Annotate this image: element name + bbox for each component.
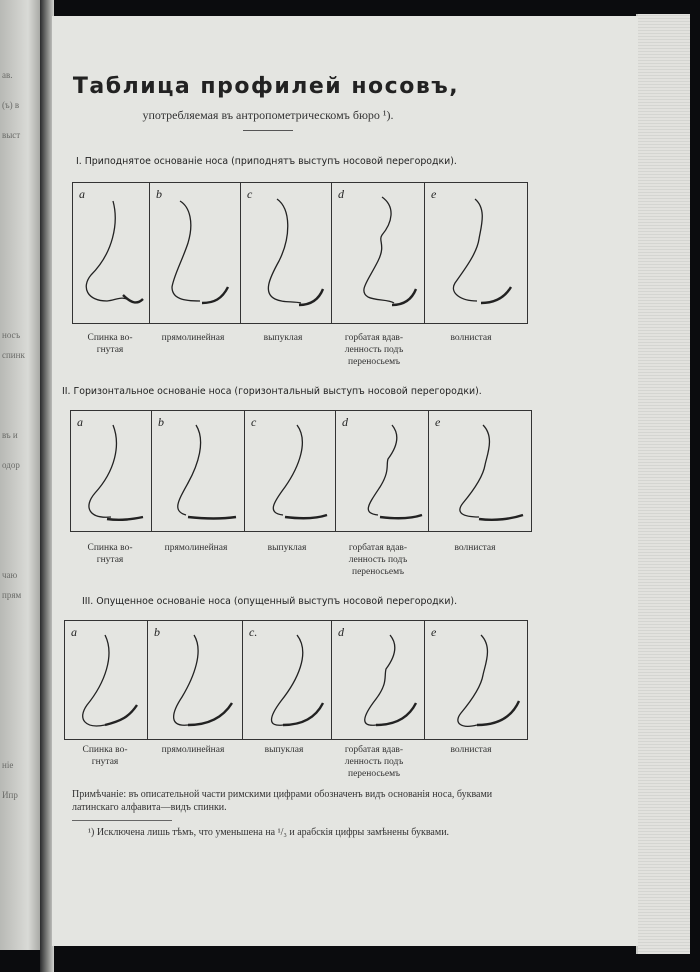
profile-cell <box>331 620 425 740</box>
nose-profile-drawing <box>425 183 527 323</box>
profile-caption: прямолинейная <box>164 543 228 553</box>
profile-cell <box>242 620 332 740</box>
profile-caption: горбатая вдав- ленность подъ переносьемъ <box>348 543 408 577</box>
section-heading-2: II. Горизонтальное основаніе носа (горизонтальный выступъ носовой перегородки). <box>62 386 482 397</box>
section-1-captions <box>72 332 522 368</box>
nose-profile-drawing <box>425 621 527 739</box>
profile-cell <box>331 182 425 324</box>
section-heading-3: III. Опущенное основаніе носа (опущенный выступъ носовой перегородки). <box>82 596 458 607</box>
section-3-captions <box>64 744 522 780</box>
section-2-captions <box>70 542 526 578</box>
profile-caption: выпуклая <box>264 745 304 755</box>
nose-profile-drawing <box>429 411 531 531</box>
profile-caption: горбатая вдав- ленность подъ переносьемъ <box>344 745 404 779</box>
profile-caption: горбатая вдав- ленность подъ переносьемъ <box>344 333 404 367</box>
profile-letter: a <box>77 415 83 429</box>
profile-letter: e <box>435 415 441 429</box>
profile-cell <box>70 410 152 532</box>
profile-caption: прямолинейная <box>161 745 225 755</box>
profile-letter: d <box>342 415 348 429</box>
profile-cell <box>424 620 528 740</box>
profile-caption: Спинка во- гнутая <box>82 745 128 767</box>
nose-profile-drawing <box>332 621 424 739</box>
profile-cell <box>72 182 150 324</box>
profile-caption: волнистая <box>450 745 492 755</box>
profile-letter: a <box>79 187 85 201</box>
nose-profile-drawing <box>150 183 240 323</box>
profile-cell <box>151 410 245 532</box>
footnote-rule <box>72 820 172 821</box>
nose-profile-drawing <box>243 621 331 739</box>
note-text: Примѣчаніе: въ описательной части римскими цифрами обозначенъ видъ основанія носа, буквами латинскаго алфавита—видъ спинки. <box>72 789 493 813</box>
nose-profile-drawing <box>73 183 149 323</box>
section-1-row <box>72 182 527 322</box>
profile-cell <box>428 410 532 532</box>
profile-letter: a <box>71 625 77 639</box>
section-3-row <box>64 620 527 738</box>
profile-letter: d <box>338 625 344 639</box>
profile-letter: d <box>338 187 344 201</box>
section-2-row <box>70 410 531 530</box>
profile-letter: e <box>431 625 437 639</box>
profile-caption: волнистая <box>454 543 496 553</box>
profile-letter: c. <box>249 625 258 639</box>
profile-cell <box>147 620 243 740</box>
page-title: Таблица профилей носовъ, <box>72 74 460 99</box>
left-page-edge: ав. (ъ) в выст носъ спинк въ и одор чаю прям ніе Ипр <box>0 0 40 950</box>
profile-caption: Спинка во- гнутая <box>87 333 133 355</box>
profile-cell <box>424 182 528 324</box>
nose-profile-drawing <box>65 621 147 739</box>
nose-profile-drawing <box>241 183 331 323</box>
profile-caption: Спинка во- гнутая <box>87 543 133 565</box>
nose-profile-drawing <box>152 411 244 531</box>
profile-cell <box>244 410 336 532</box>
nose-profile-drawing <box>336 411 428 531</box>
profile-cell <box>64 620 148 740</box>
profile-caption: выпуклая <box>267 543 307 553</box>
profile-letter: b <box>154 625 160 639</box>
profile-letter: c <box>251 415 257 429</box>
page-subtitle: употребляемая въ антропометрическомъ бюро ¹). <box>142 108 394 122</box>
nose-profile-drawing <box>148 621 242 739</box>
profile-caption: прямолинейная <box>161 333 225 343</box>
profile-cell <box>240 182 332 324</box>
nose-profile-drawing <box>332 183 424 323</box>
profile-caption: волнистая <box>450 333 492 343</box>
nose-profile-drawing <box>245 411 335 531</box>
profile-letter: e <box>431 187 437 201</box>
profile-letter: b <box>158 415 164 429</box>
profile-cell <box>335 410 429 532</box>
book-cover-edge <box>636 14 690 954</box>
title-rule <box>243 130 293 131</box>
section-heading-1: I. Приподнятое основаніе носа (приподнятъ выступъ носовой перегородки). <box>76 156 457 167</box>
footnote-text: ¹) Исключена лишь тѣмъ, что уменьшена на ¹/₃ и арабскія цифры замѣнены буквами. <box>88 827 450 838</box>
profile-letter: b <box>156 187 162 201</box>
profile-caption: выпуклая <box>263 333 303 343</box>
profile-cell <box>149 182 241 324</box>
nose-profile-drawing <box>71 411 151 531</box>
profile-letter: c <box>247 187 253 201</box>
